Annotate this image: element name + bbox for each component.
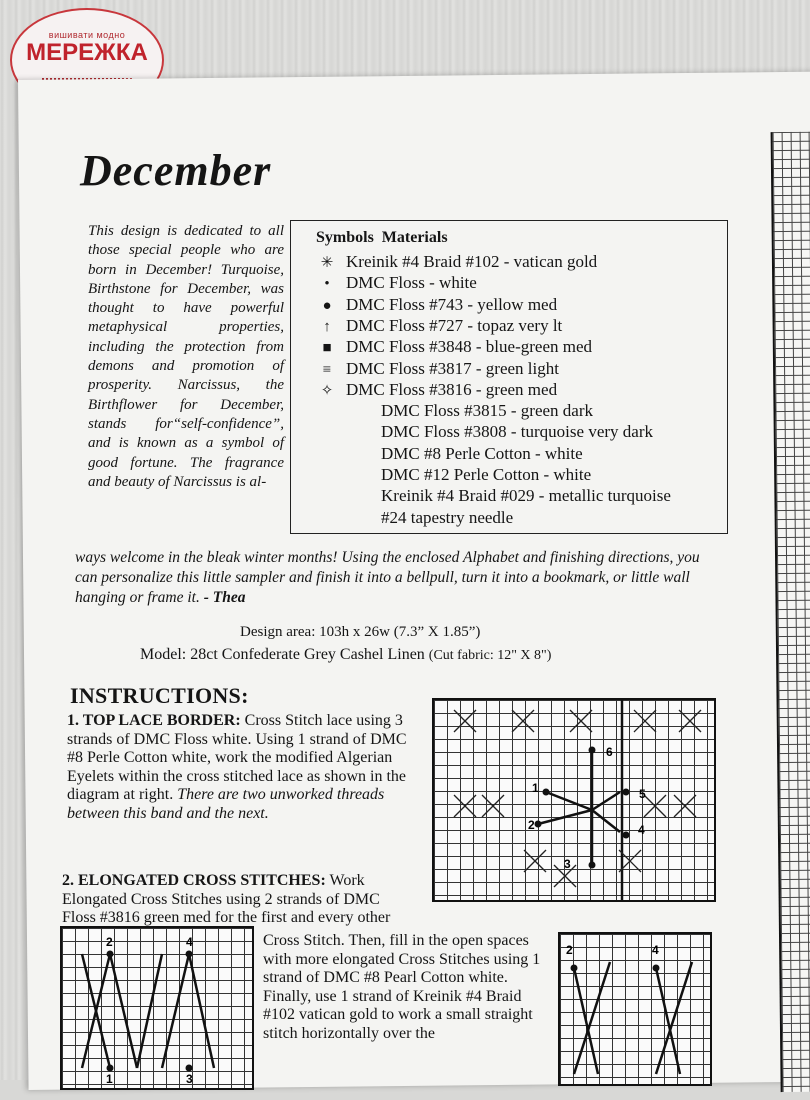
- legend-header-materials: Materials: [381, 229, 448, 246]
- eyelet-number-3: 3: [564, 857, 571, 871]
- legend-symbol-icon: ■: [322, 340, 332, 357]
- legend-material: Kreinik #4 Braid #102 - vatican gold: [346, 252, 598, 271]
- legend-symbol-icon: ✧: [320, 382, 334, 399]
- legend-symbol-icon: ≡: [322, 361, 332, 378]
- logo-tagline: вишивати модно: [48, 30, 126, 40]
- eyelet-diagram: [432, 698, 716, 902]
- legend-row: [316, 358, 559, 381]
- eyelet-number-6: 6: [606, 745, 613, 759]
- cross-stitch-right-drawing: [560, 934, 710, 1084]
- eyelet-number-2: 2: [528, 818, 535, 832]
- legend-material: DMC Floss - white: [346, 273, 477, 293]
- legend-row: [316, 294, 557, 317]
- cross-right-number-4: 4: [652, 943, 659, 957]
- legend-material: DMC Floss #3848 - blue-green med: [346, 337, 593, 357]
- legend-header-symbols: Symbols: [316, 229, 374, 246]
- legend-row: [381, 421, 653, 442]
- model-info: [140, 646, 551, 664]
- legend-material: Kreinik #4 Braid #029 - metallic turquoise: [381, 486, 671, 506]
- cross-stitch-left-drawing: [62, 928, 252, 1088]
- cross-right-number-2: 2: [566, 943, 573, 957]
- legend-material: #24 tapestry needle: [381, 507, 514, 527]
- model-cut-fabric: (Cut fabric: 12" X 8"): [428, 648, 552, 663]
- logo-name: МЕРЕЖКА: [26, 39, 148, 66]
- legend-symbol-icon: ↑: [323, 318, 331, 335]
- legend-material: DMC Floss #743 - yellow med: [346, 294, 558, 314]
- legend-row: [381, 507, 513, 528]
- step2-title: 2. ELONGATED CROSS STITCHES:: [62, 872, 326, 889]
- eyelet-number-4: 4: [638, 823, 645, 837]
- legend-row: [316, 251, 597, 274]
- legend-row: [381, 485, 671, 506]
- step1-title: 1. TOP LACE BORDER:: [67, 712, 241, 729]
- legend-row: [316, 336, 592, 359]
- legend-row: [381, 464, 591, 485]
- cross-stitch-diagram-right: [558, 932, 712, 1086]
- legend-symbol-icon: •: [324, 276, 330, 293]
- designer-signature: - Thea: [203, 589, 246, 606]
- design-area-info: Design area: 103h x 26w (7.3” X 1.85”): [240, 624, 481, 640]
- eyelet-number-5: 5: [639, 787, 646, 801]
- cross-left-number-3: 3: [186, 1072, 193, 1086]
- legend-material: DMC Floss #3816 - green med: [346, 379, 558, 399]
- step1-paragraph: [67, 712, 415, 824]
- cross-left-number-1: 1: [106, 1072, 113, 1086]
- legend-row: [381, 400, 593, 421]
- intro-text: This design is dedicated to all those special people who are born in December! Turquoise, Birthstone for December, was thought to have powerful metaphysical properties, including the protection from demons and promotion of prosperity. Narcissus, the Birthflower for December, stands for“self-confidence”, and is known as a symbol of good fortune. The fragrance and beauty of Narcissus is al-: [88, 223, 284, 490]
- legend-material: DMC Floss #3815 - green dark: [381, 401, 594, 421]
- cross-left-number-2: 2: [106, 935, 113, 949]
- instructions-heading: INSTRUCTIONS:: [70, 683, 249, 708]
- materials-legend: [290, 220, 728, 534]
- legend-symbol-icon: ✳: [320, 255, 334, 271]
- legend-row: [316, 272, 477, 295]
- legend-material: DMC Floss #3817 - green light: [346, 358, 559, 378]
- eyelet-diagram-drawing: [434, 700, 714, 900]
- page-title: December: [80, 146, 272, 195]
- legend-row: [381, 443, 583, 464]
- step1-note: There are two unworked threads between this band and the next.: [67, 786, 385, 822]
- eyelet-number-1: 1: [532, 781, 539, 795]
- cross-left-number-4: 4: [186, 935, 193, 949]
- legend-material: DMC Floss #3808 - turquoise very dark: [381, 422, 653, 442]
- legend-row: [316, 315, 562, 338]
- legend-header: [316, 229, 448, 247]
- cross-stitch-diagram-left: [60, 926, 254, 1090]
- legend-material: DMC #8 Perle Cotton - white: [381, 443, 583, 463]
- legend-material: DMC Floss #727 - topaz very lt: [346, 315, 563, 335]
- legend-symbol-icon: ●: [322, 297, 332, 314]
- intro-wide-text: ways welcome in the bleak winter months! Using the enclosed Alphabet and finishing directions, you can personalize this little sampler and finish it into a bellpull, turn it into a bookmark, or little wall hanging or frame it.: [75, 549, 700, 606]
- step2-paragraph: [62, 872, 417, 928]
- step2-paragraph-continued: Cross Stitch. Then, fill in the open spaces with more elongated Cross Stitches using 1 strand of DMC #8 Pearl Cotton white. Finally, use 1 strand of Kreinik #4 Braid #102 vatican gold to work a small straight stitch horizontally over the: [263, 932, 541, 1042]
- legend-material: DMC #12 Perle Cotton - white: [381, 465, 592, 484]
- model-fabric: Model: 28ct Confederate Grey Cashel Linen: [140, 646, 425, 663]
- legend-row: [316, 379, 557, 402]
- intro-text-continued: [75, 548, 720, 608]
- step2-text: Work Elongated Cross Stitches using 2 strands of DMC Floss #3816 green med for the first and every other: [62, 872, 391, 927]
- stitch-chart-edge: [771, 132, 810, 1092]
- step1-text: Cross Stitch lace using 3 strands of DMC Floss white. Using 1 strand of DMC #8 Perle Cotton white, work the modified Algerian Eyelets within the cross stitched lace as shown in the diagram at right.: [67, 712, 407, 804]
